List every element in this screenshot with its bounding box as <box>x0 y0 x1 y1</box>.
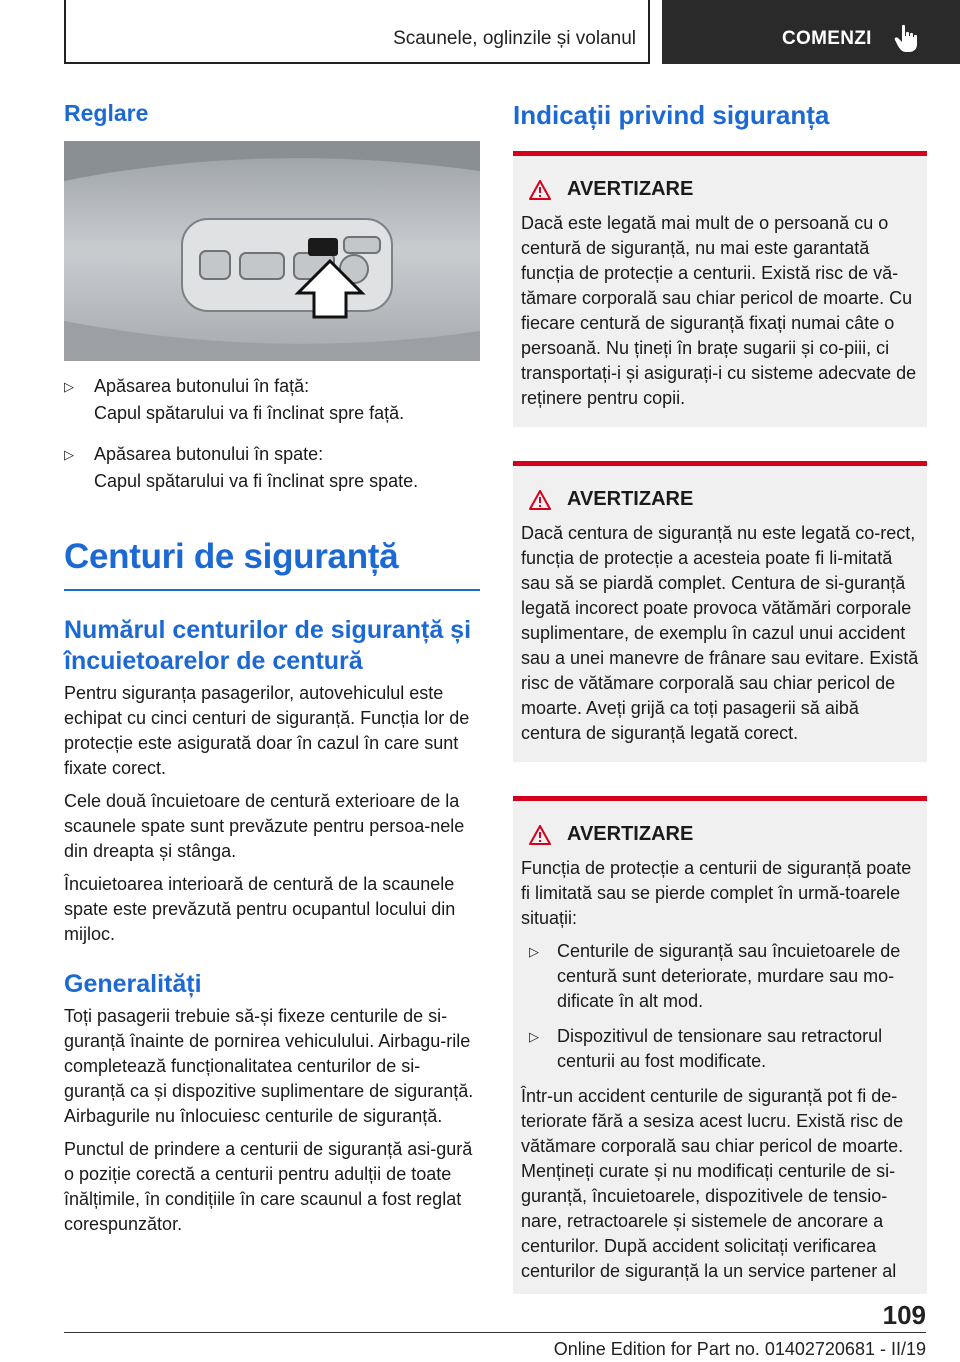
right-column <box>513 100 927 1294</box>
section-title: Scaunele, oglinzile și volanul <box>393 28 636 49</box>
seat-control-photo <box>64 141 480 361</box>
nav-button-label: COMENZI <box>782 28 872 49</box>
paragraph: Toți pasagerii trebuie să-și fixeze centurile de si-guranță înainte de pornirea vehiculului. Airbagu-rile completează funcționalitatea centurilor de si-guranță ca și dispozitive suplimentare de siguranță. Airbagurile nu înlocuiesc centurile de siguranță. <box>64 1006 474 1126</box>
hand-pointer-icon <box>892 24 920 54</box>
warning-text: Dacă este legată mai mult de o persoană cu o centură de siguranță, nu mai este garantată funcția de protecție a centurii. Există risc de vă-tămare corporală sau chiar pericol de moarte. Cu fiecare centură de siguranță fixați numai câte o persoană. Nu țineți în brațe sugarii și co-piii, ci transportați-i și asigurați-i cu sisteme adecvate de reținere pentru copii. <box>521 213 917 408</box>
warning-intro: Funcția de protecție a centurii de siguranță poate fi limitată sau se pierde complet în urmă-toarele situații: <box>521 858 912 928</box>
warning-triangle-icon <box>529 490 551 510</box>
reglare-heading: Reglare <box>64 100 149 126</box>
warning-box <box>513 461 927 762</box>
safety-heading: Indicații privind siguranța <box>513 100 830 130</box>
general-heading: Generalități <box>64 970 202 998</box>
warning-text: Dacă centura de siguranță nu este legată co-rect, funcția de protecție a acesteia poate fi li-mitată sau să se piardă complet. Centura de si-guranță legată incorect poate provoca vătămări corporale suplimentare, de exemplu în cazul unui accident sau a unei manevre de frânare sau evitare. Există risc de vătămare corporală sau chiar pericol de moarte. Aveți grijă ca toți pasagerii să aibă centura de siguranță legată corect. <box>521 523 919 743</box>
list-item: ▷ Centurile de siguranță sau încuietoarele de centură sunt deteriorate, murdare sau mo-dificate în alt mod. <box>521 939 919 1014</box>
list-item-detail: Capul spătarului va fi înclinat spre față. <box>94 403 405 423</box>
page-number: 109 <box>882 1300 926 1330</box>
warning-triangle-icon <box>529 825 551 845</box>
list-item: ▷ Dispozitivul de tensionare sau retractorul centurii au fost modificate. <box>521 1024 919 1074</box>
footer-edition: Online Edition for Part no. 01402720681 - II/19 <box>553 1339 926 1359</box>
button-bullet-list <box>64 441 480 468</box>
warning-list <box>521 939 919 1074</box>
section-heading: Centuri de siguranță <box>64 537 480 591</box>
header-section-box <box>64 0 650 64</box>
warning-title: AVERTIZARE <box>567 823 694 845</box>
warning-outro: Într-un accident centurile de siguranță pot fi de-teriorate fără a sesiza acest lucru. Există risc de vătămare corporală sau chiar pericol de moarte. Mențineți curate și nu modificați centurile de si-guranță, încuietoarele, dispozitivele de tensio-nare, retractoarele și sistemele de ancorare a centurilor. După accident solicitați verificarea centurilor de siguranță la un service partener al <box>521 1086 904 1281</box>
paragraph: Pentru siguranța pasagerilor, autovehiculul este echipat cu cinci centuri de siguranță. Funcția lor de protecție este asigurată doar în cazul în care sunt fixate corect. <box>64 683 470 778</box>
left-column <box>64 100 480 1245</box>
paragraph: Încuietoarea interioară de centură de la scaunele spate este prevăzută pentru ocupantul locului din mijloc. <box>64 874 456 944</box>
nav-button-comenzi[interactable] <box>662 0 960 64</box>
paragraph: Punctul de prindere a centurii de siguranță asi-gură o poziție corectă a centurii pentru adulții de toate înălțimile, în condițiile în care scaunul a fost reglat corespunzător. <box>64 1139 473 1234</box>
footer-divider <box>64 1332 926 1333</box>
list-item: ▷ Apăsarea butonului în spate: <box>64 441 480 468</box>
warning-box <box>513 151 927 427</box>
warning-title: AVERTIZARE <box>567 488 694 510</box>
list-item-detail: Capul spătarului va fi înclinat spre spate. <box>94 471 419 491</box>
warning-triangle-icon <box>529 180 551 200</box>
subsection-heading: Numărul centurilor de siguranță și încuietoarelor de centură <box>64 616 472 675</box>
button-bullet-list <box>64 373 480 400</box>
seat-buttons-illustration <box>64 141 480 361</box>
paragraph: Cele două încuietoare de centură exterioare de la scaunele spate sunt prevăzute pentru persoa-nele din dreapta și stânga. <box>64 791 465 861</box>
list-item: ▷ Apăsarea butonului în față: <box>64 373 480 400</box>
warning-title: AVERTIZARE <box>567 178 694 200</box>
warning-box <box>513 796 927 1294</box>
